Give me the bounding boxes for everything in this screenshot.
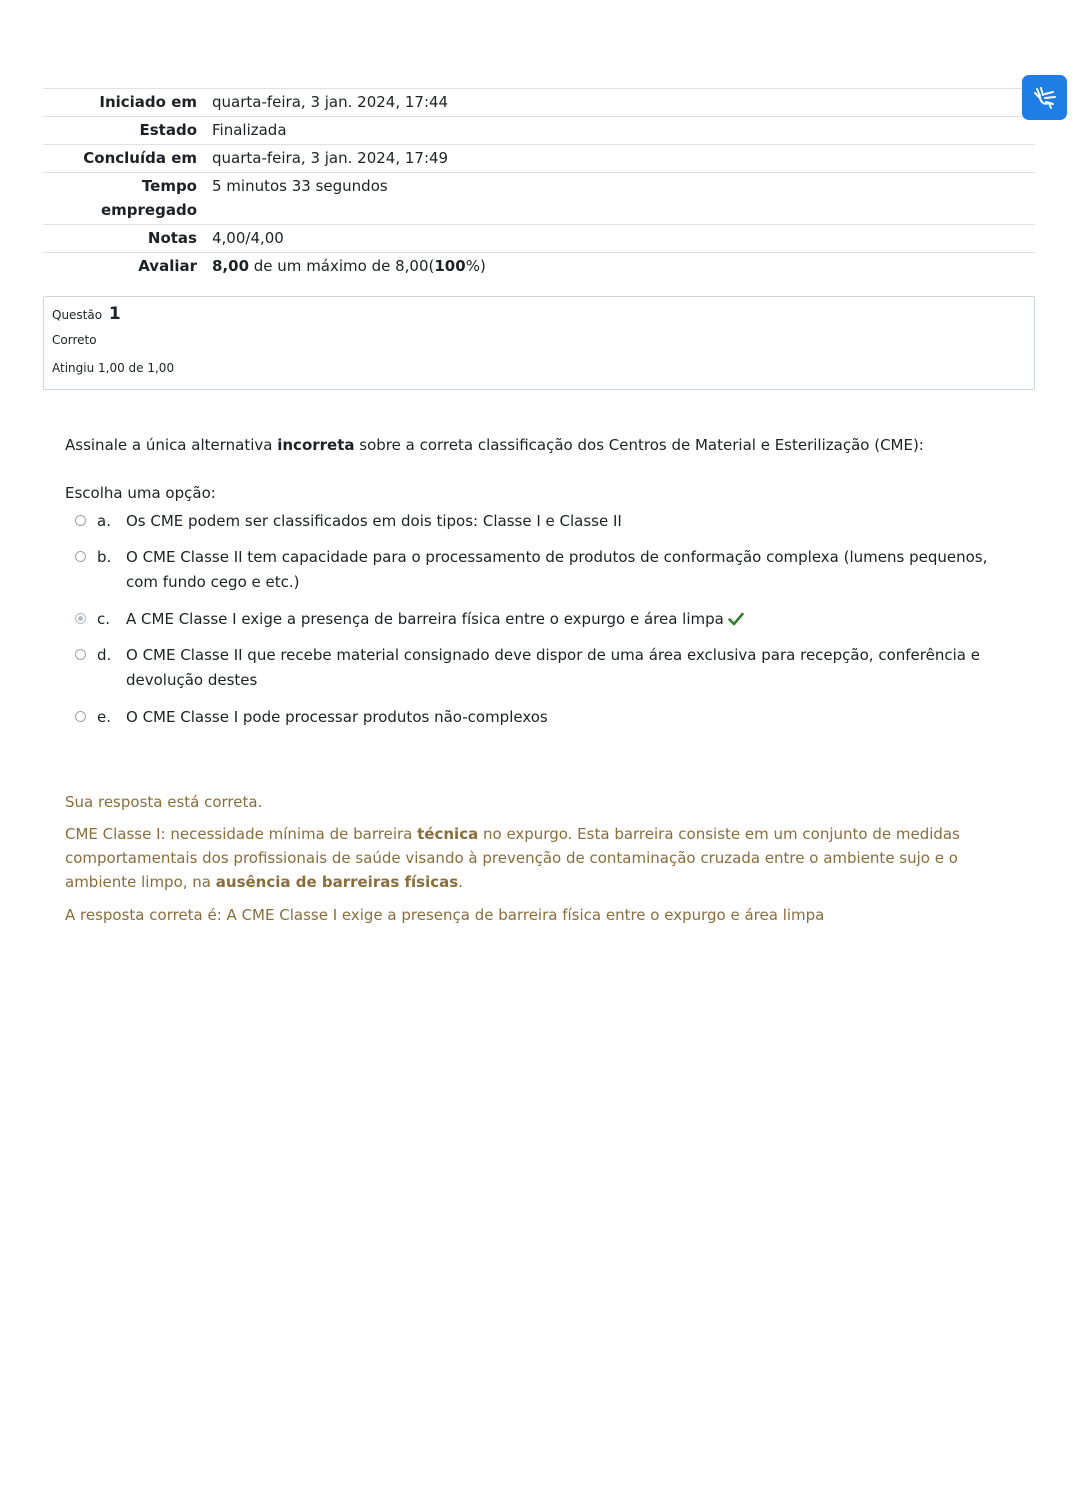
choose-option-prompt: Escolha uma opção: [65,484,216,502]
question-text [65,433,1025,457]
summary-value: 4,00/4,00 [212,225,1035,253]
summary-label: Estado [43,117,212,145]
summary-grade-value [212,253,1035,281]
answer-option-d[interactable] [73,643,1013,693]
summary-label: Iniciado em [43,89,212,117]
answer-option-a[interactable] [73,509,1013,534]
right-answer: A resposta correta é: A CME Classe I exige a presença de barreira física entre o expurgo e área limpa [65,906,825,924]
option-letter: a. [97,512,111,530]
option-letter: d. [97,646,112,664]
question-text-part: sobre a correta classificação dos Centros de Material e Esterilização (CME): [354,436,924,454]
option-letter: c. [97,610,111,628]
answer-option-e[interactable] [73,705,1013,730]
radio-button[interactable] [75,551,86,562]
option-text-wrapper [126,607,1013,632]
question-info-box [43,296,1035,390]
summary-label: Avaliar [43,253,212,281]
summary-label: Concluída em [43,145,212,173]
sign-language-icon [1031,84,1059,112]
option-text: O CME Classe II tem capacidade para o processamento de produtos de conformação complexa (lumens pequenos, com fundo cego e etc.) [126,548,988,591]
option-text: O CME Classe I pode processar produtos não-complexos [126,708,548,726]
option-text: O CME Classe II que recebe material consignado deve dispor de uma área exclusiva para recepção, conferência e devolução destes [126,646,980,689]
question-grade: Atingiu 1,00 de 1,00 [52,361,175,375]
option-letter: e. [97,708,111,726]
grade-score: 8,00 [212,257,250,275]
feedback-status: Sua resposta está correta. [65,793,263,811]
summary-row [43,225,1035,253]
summary-value: 5 minutos 33 segundos [212,173,1035,225]
summary-value: quarta-feira, 3 jan. 2024, 17:49 [212,145,1035,173]
answer-option-c[interactable] [73,607,1013,632]
question-number [52,303,121,326]
feedback-text: no expurgo. Esta barreira consiste em um conjunto de medidas comportamentais dos profissionais de saúde visando à prevenção de contaminação cruzada entre o ambiente sujo e o ambiente limpo, na [65,825,960,891]
summary-label: Notas [43,225,212,253]
feedback-text: CME Classe I: necessidade mínima de barreira [65,825,418,843]
feedback-bold: ausência de barreiras físicas [215,873,459,891]
summary-row [43,89,1035,117]
option-text: Os CME podem ser classificados em dois tipos: Classe I e Classe II [126,512,622,530]
grade-suffix: %) [465,257,486,275]
radio-button[interactable] [75,711,86,722]
accessibility-button[interactable] [1022,75,1067,120]
grade-middle: de um máximo de 8,00( [249,257,435,275]
summary-row [43,117,1035,145]
option-letter: b. [97,548,112,566]
summary-value: quarta-feira, 3 jan. 2024, 17:44 [212,89,1035,117]
question-state: Correto [52,333,97,347]
option-text: A CME Classe I exige a presença de barreira física entre o expurgo e área limpa [126,610,724,628]
summary-row-grade [43,253,1035,281]
feedback-text: . [458,873,463,891]
attempt-summary-table [43,88,1035,280]
radio-button[interactable] [75,515,86,526]
summary-label: Tempo empregado [43,173,212,225]
question-label: Questão [52,308,103,322]
question-text-bold: incorreta [277,436,355,454]
grade-percent: 100 [434,257,466,275]
question-text-part: Assinale a única alternativa [65,436,278,454]
summary-value: Finalizada [212,117,1035,145]
radio-button[interactable] [75,649,86,660]
summary-row [43,173,1035,225]
general-feedback [65,822,1025,894]
summary-row [43,145,1035,173]
radio-button-selected[interactable] [75,613,86,624]
feedback-bold: técnica [417,825,479,843]
question-number-value: 1 [108,304,121,324]
answer-option-b[interactable] [73,545,1013,595]
check-icon [728,612,744,626]
